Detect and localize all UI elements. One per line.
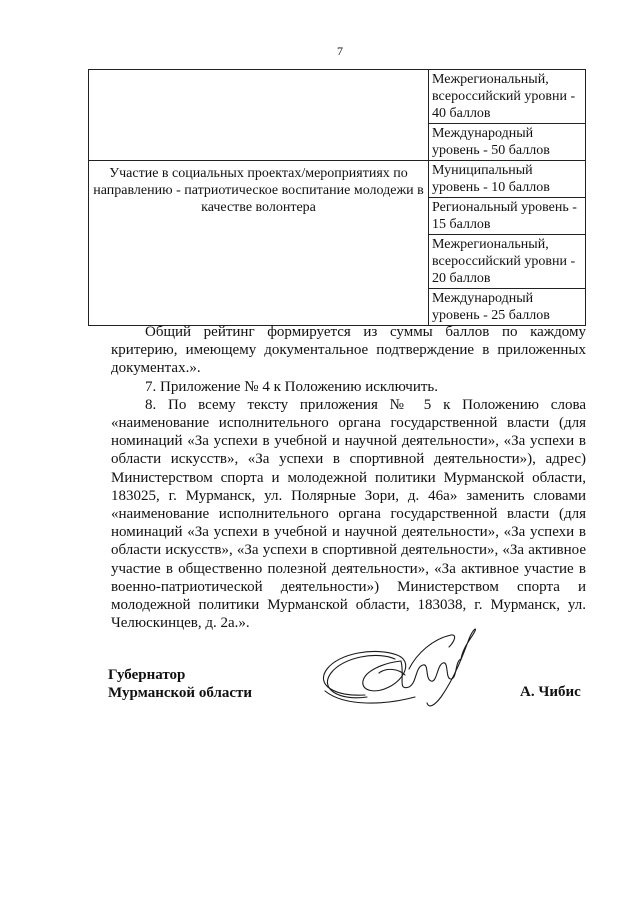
page-number: 7: [337, 44, 343, 58]
paragraph-rating: Общий рейтинг формируется из суммы баллов по каждому критерию, имеющему документальное подтверждение в приложенных документах.».: [111, 324, 586, 377]
criteria-table: [88, 69, 586, 326]
handwritten-signature: [305, 617, 485, 717]
criterion-cell: Участие в социальных проектах/мероприятиях по направлению - патриотическое воспитание молодежи в качестве волонтера: [89, 161, 429, 326]
level-cell: Международный уровень - 25 баллов: [429, 289, 586, 326]
table-row: [89, 161, 586, 198]
document-body: [111, 323, 586, 632]
signatory-title-line2: Мурманской области: [108, 685, 253, 701]
paragraph-item-7: 7. Приложение № 4 к Положению исключить.: [145, 378, 438, 395]
signatory-title: [108, 666, 252, 702]
signatory-title-line1: Губернатор: [108, 667, 186, 683]
criterion-cell: [89, 70, 429, 161]
level-cell: Межрегиональный, всероссийский уровни - 20 баллов: [429, 235, 586, 289]
level-cell: Региональный уровень - 15 баллов: [429, 198, 586, 235]
signatory-name: А. Чибис: [520, 684, 581, 700]
level-cell: Межрегиональный, всероссийский уровни - 40 баллов: [429, 70, 586, 124]
paragraph-item-8: 8. По всему тексту приложения № 5 к Положению слова «наименование исполнительного органа государственной власти (для номинаций «За успехи в учебной и научной деятельности», «За успехи в области искусств», «За успехи в спортивной деятельности»), адрес) Министерством спорта и молодежной политики Мурманской области, 183025, г. Мурманск, ул. Полярные Зори, д. 46а» заменить словами «наименование исполнительного органа государственной власти (для номинаций «За успехи в учебной и научной деятельности», «За успехи в области искусств», «За успехи в спортивной деятельности», «За активное участие в общественно полезной деятельности», «За активное участие в военно-патриотической деятельности») Министерством спорта и молодежной политики Мурманской области, 183038, г. Мурманск, ул. Челюскинцев, д. 2а.».: [111, 396, 586, 632]
level-cell: Международный уровень - 50 баллов: [429, 124, 586, 161]
table-row: [89, 70, 586, 124]
level-cell: Муниципальный уровень - 10 баллов: [429, 161, 586, 198]
